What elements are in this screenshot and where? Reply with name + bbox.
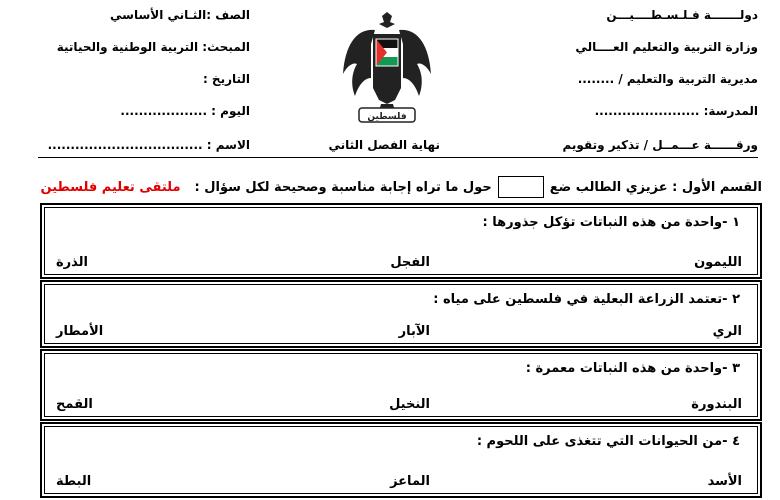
flag-shield-icon [376,39,398,66]
source-label: ملتقى تعليم فلسطين [40,179,181,195]
option-b[interactable]: الماعز [390,474,430,489]
term-label: نهاية الفصل الثاني [328,138,440,152]
question-box-3 [40,349,762,421]
question-box-2 [40,280,762,348]
header-divider [38,157,758,158]
date-field: التاريخ : [202,72,250,86]
instructions [41,176,762,198]
subject-field: المبحث: التربية الوطنية والحياتية [56,40,250,54]
question-box-1 [40,203,762,279]
option-a[interactable]: الري [712,324,742,339]
option-b[interactable]: الفجل [390,255,430,270]
svg-text:فلسطين: فلسطين [367,112,407,122]
palestine-eagle-emblem [337,4,437,130]
name-field: الاسم : .................................. [47,138,250,152]
option-b[interactable]: الآبار [398,324,430,339]
question-box-4 [40,422,762,498]
instructions-part-one: القسم الأول : عزيزي الطالب ضع [549,179,762,195]
question-text: ٤ -من الحيوانات التي تتغذى على اللحوم : [476,434,740,449]
option-a[interactable]: الليمون [694,255,742,270]
question-text: ١ -واحدة من هذه النباتات تؤكل جذورها : [482,215,740,230]
worksheet-title: ورقــــــة عـــمــل / تذكير وتقويم [562,138,758,152]
day-field: اليوم : ................... [120,104,250,118]
question-text: ٣ -واحدة من هذه النباتات معمرة : [525,361,740,376]
option-c[interactable]: الأمطار [56,324,104,339]
ministry-name: وزارة التربية والتعليم العــــالي [575,40,758,54]
grade-field: الصف :الثـاني الأساسي [110,8,250,22]
directorate-field: مديرية التربية والتعليم / ........ [577,72,758,86]
option-b[interactable]: النخيل [389,397,430,412]
option-c[interactable]: الذرة [56,255,89,270]
option-c[interactable]: القمح [56,397,93,412]
school-field: المدرسة: ....................... [594,104,758,118]
option-a[interactable]: الأسد [707,474,742,489]
option-a[interactable]: البندورة [691,397,742,412]
option-c[interactable]: البطة [56,474,92,489]
instructions-rest: حول ما تراه إجابة مناسبة وصحيحة لكل سؤال : [194,179,492,195]
state-name: دولـــــــة فـلـسـطــــيـــن [606,8,758,22]
question-text: ٢ -تعتمد الزراعة البعلية في فلسطين على مياه : [433,292,740,307]
answer-mark-box [498,176,544,198]
